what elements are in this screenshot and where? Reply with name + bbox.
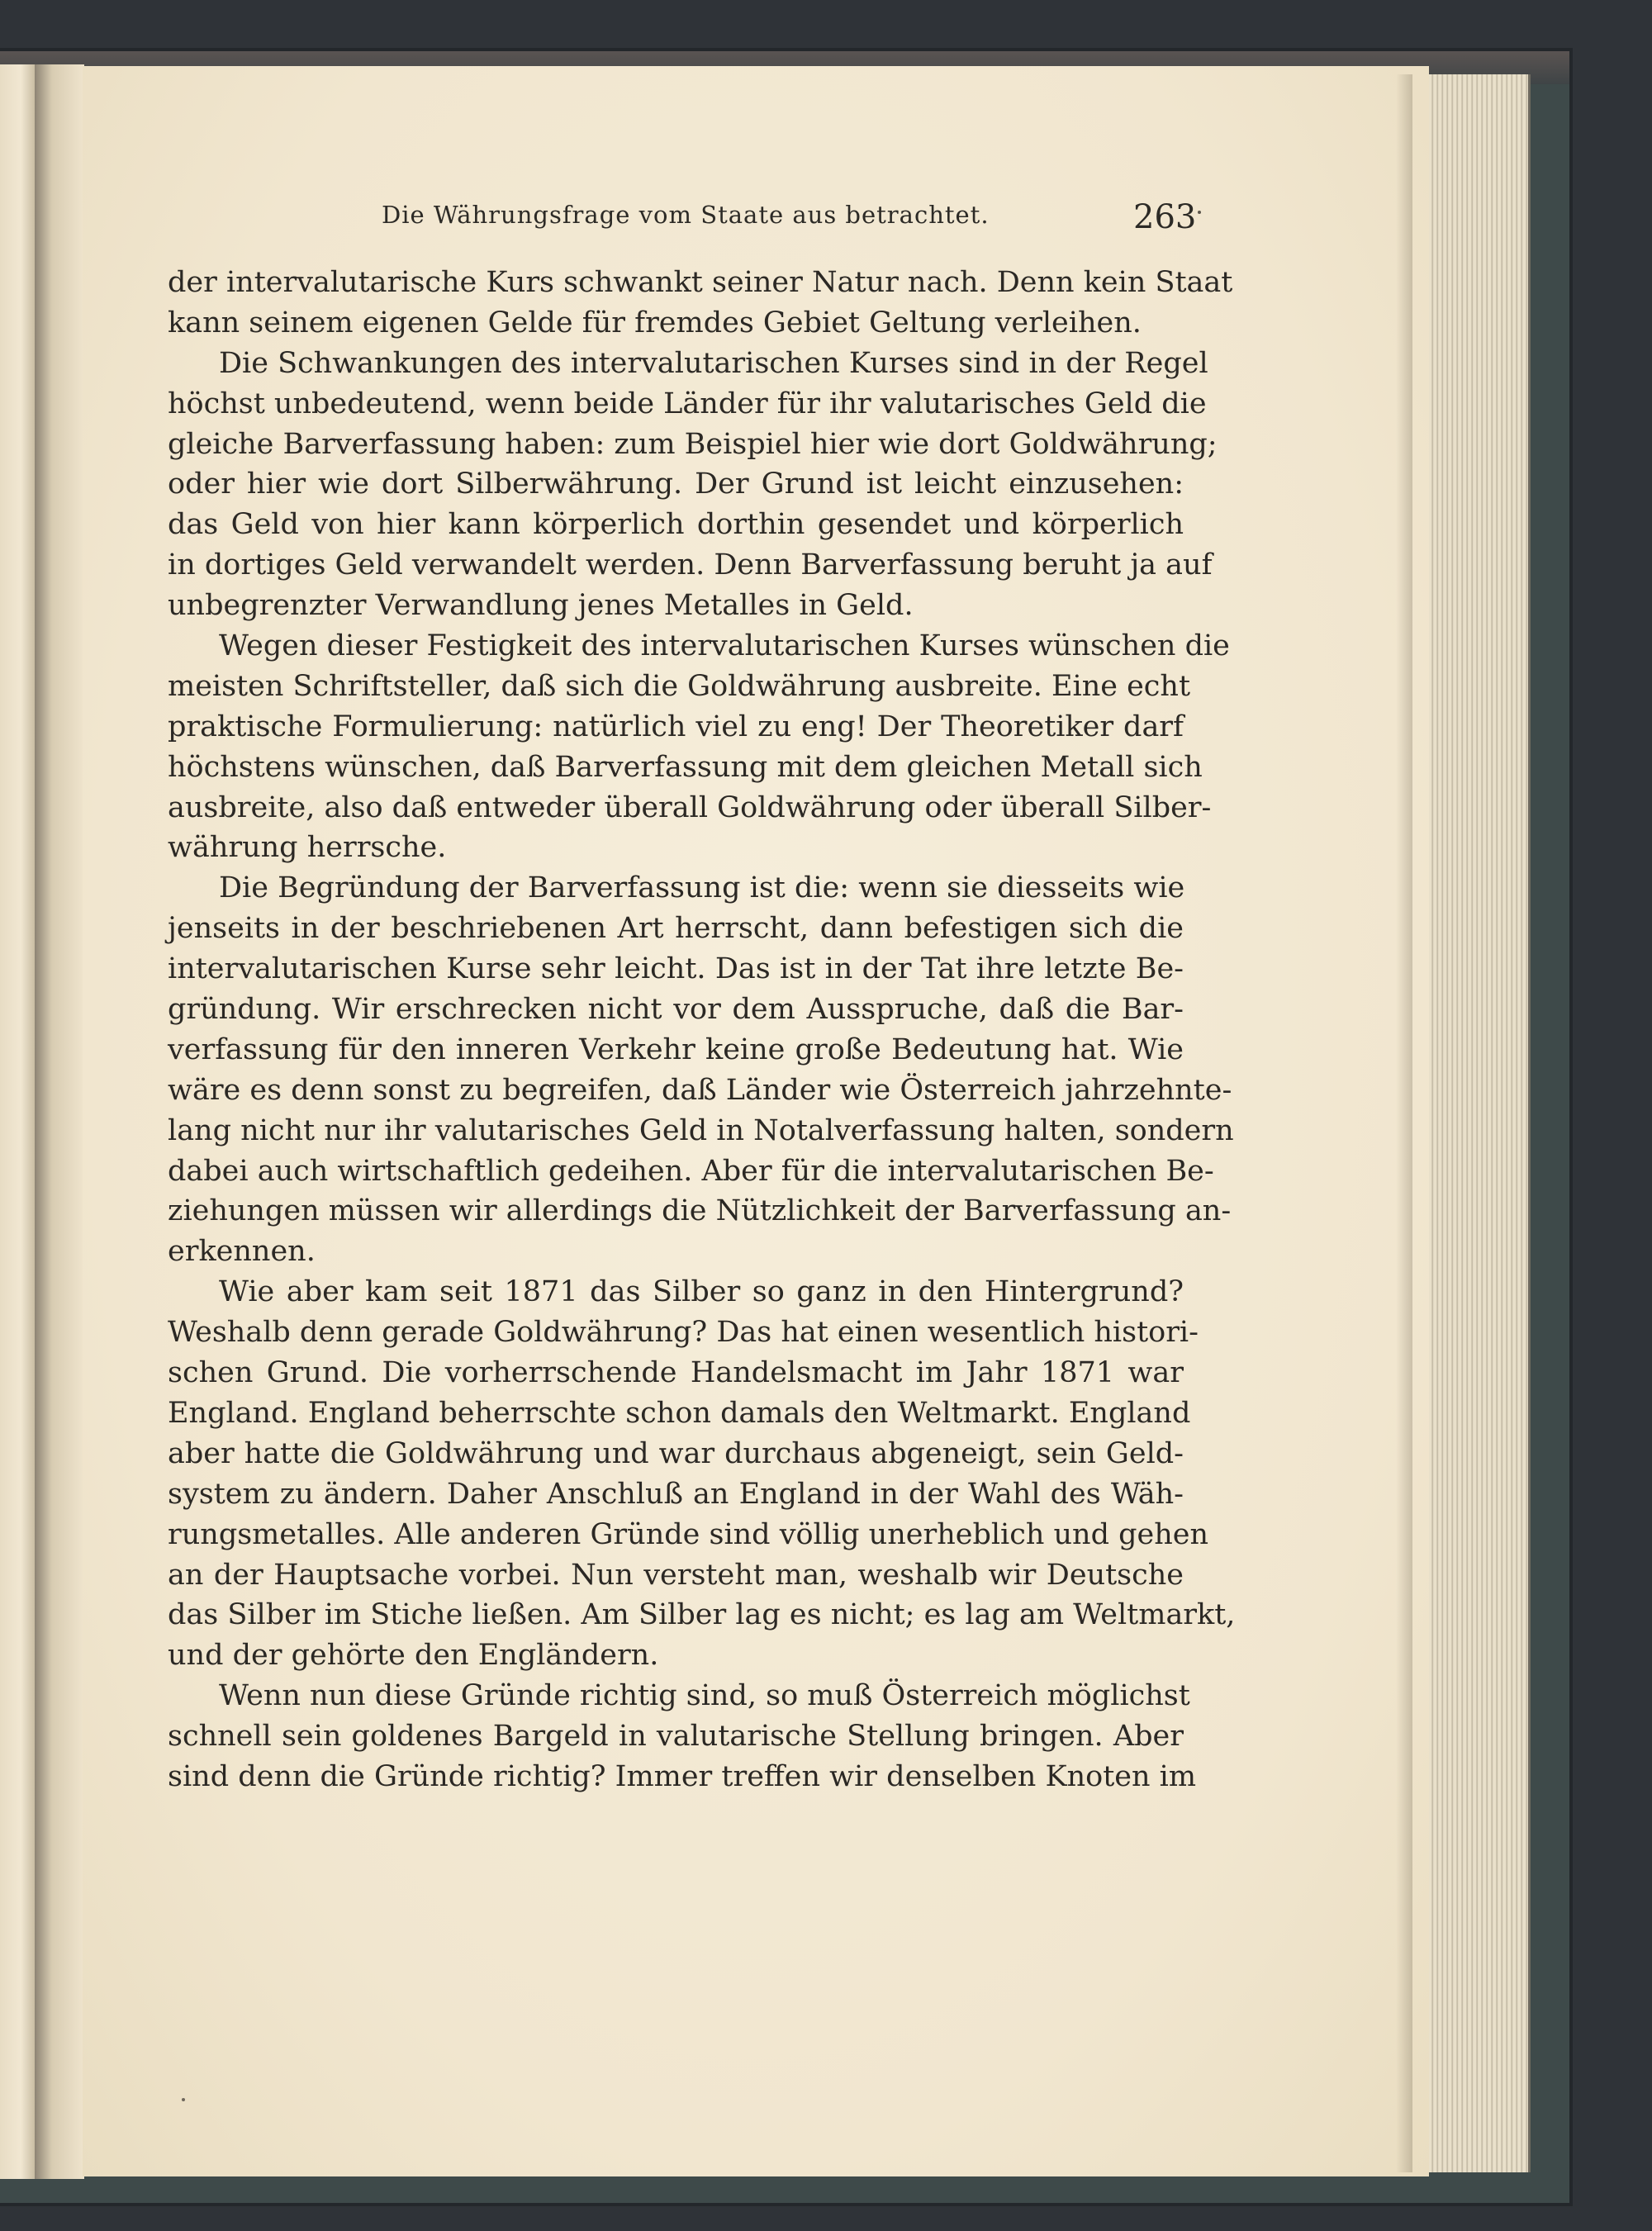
- text-line: oder hier wie dort Silberwährung. Der Grund ist leicht einzusehen:: [168, 468, 1184, 501]
- text-line: höchstens wünschen, daß Barverfassung mit dem gleichen Metall sich: [168, 750, 1203, 784]
- ink-speck: [182, 2098, 185, 2101]
- text-line: der intervalutarische Kurs schwankt seiner Natur nach. Denn kein Staat: [168, 266, 1233, 299]
- text-line: England. England beherrschte schon damals den Weltmarkt. England: [168, 1396, 1191, 1430]
- text-line: ausbreite, also daß entweder überall Goldwährung oder überall Silber-: [168, 790, 1212, 824]
- text-line: praktische Formulierung: natürlich viel zu eng! Der Theoretiker darf: [168, 710, 1184, 743]
- text-line: das Silber im Stiche ließen. Am Silber lag es nicht; es lag am Weltmarkt,: [168, 1598, 1236, 1632]
- text-line: währung herrsche.: [168, 831, 447, 865]
- text-line: Die Begründung der Barverfassung ist die: wenn sie diesseits wie: [219, 871, 1185, 905]
- text-line: und der gehörte den Engländern.: [168, 1639, 659, 1673]
- text-line: Wegen dieser Festigkeit des intervalutarischen Kurses wünschen die: [219, 629, 1230, 663]
- text-line: verfassung für den inneren Verkehr keine große Bedeutung hat. Wie: [168, 1032, 1184, 1066]
- text-line: gleiche Barverfassung haben: zum Beispiel hier wie dort Goldwährung;: [168, 427, 1218, 461]
- text-line: dabei auch wirtschaftlich gedeihen. Aber für die intervalutarischen Be-: [168, 1154, 1214, 1188]
- text-line: Wie aber kam seit 1871 das Silber so ganz in den Hintergrund?: [219, 1275, 1184, 1309]
- text-line: in dortiges Geld verwandelt werden. Denn Barverfassung beruht ja auf: [168, 548, 1213, 582]
- text-line: ziehungen müssen wir allerdings die Nützlichkeit der Barverfassung an-: [168, 1194, 1232, 1228]
- text-line: lang nicht nur ihr valutarisches Geld in Notalverfassung halten, sondern: [168, 1113, 1234, 1147]
- text-line: gründung. Wir erschrecken nicht vor dem Ausspruche, daß die Bar-: [168, 993, 1184, 1027]
- text-line: an der Hauptsache vorbei. Nun versteht man, weshalb wir Deutsche: [168, 1558, 1184, 1592]
- text-line: erkennen.: [168, 1235, 316, 1269]
- text-line: unbegrenzter Verwandlung jenes Metalles in Geld.: [168, 589, 914, 623]
- ink-speck: [1198, 211, 1201, 214]
- text-line: Weshalb denn gerade Goldwährung? Das hat einen wesentlich histori-: [168, 1316, 1199, 1350]
- text-line: rungsmetalles. Alle anderen Gründe sind völlig unerheblich und gehen: [168, 1517, 1209, 1551]
- body-text-block: [168, 263, 1236, 1797]
- text-line: meisten Schriftsteller, daß sich die Goldwährung ausbreite. Eine echt: [168, 669, 1191, 703]
- book-gutter: [35, 64, 84, 2179]
- text-line: kann seinem eigenen Gelde für fremdes Gebiet Geltung verleihen.: [168, 306, 1142, 339]
- text-line: höchst unbedeutend, wenn beide Länder für ihr valutarisches Geld die: [168, 387, 1207, 420]
- text-line: schen Grund. Die vorherrschende Handelsmacht im Jahr 1871 war: [168, 1356, 1184, 1390]
- text-line: aber hatte die Goldwährung und war durchaus abgeneigt, sein Geld-: [168, 1436, 1184, 1470]
- left-page-edge: [0, 64, 36, 2179]
- text-line: system zu ändern. Daher Anschluß an England in der Wahl des Wäh-: [168, 1477, 1184, 1511]
- text-line: intervalutarischen Kurse sehr leicht. Das ist in der Tat ihre letzte Be-: [168, 952, 1184, 986]
- page-number: 263: [1133, 198, 1197, 236]
- text-line: Die Schwankungen des intervalutarischen Kurses sind in der Regel: [219, 346, 1208, 380]
- page-edge-shadow: [1396, 74, 1412, 2172]
- text-line: sind denn die Gründe richtig? Immer treffen wir denselben Knoten im: [168, 1759, 1197, 1793]
- text-line: Wenn nun diese Gründe richtig sind, so muß Österreich möglichst: [219, 1679, 1190, 1713]
- text-line: schnell sein goldenes Bargeld in valutarische Stellung bringen. Aber: [168, 1720, 1184, 1754]
- text-line: jenseits in der beschriebenen Art herrscht, dann befestigen sich die: [168, 912, 1184, 946]
- text-line: das Geld von hier kann körperlich dorthin gesendet und körperlich: [168, 508, 1184, 542]
- running-header-title: Die Währungsfrage vom Staate aus betrachtet.: [382, 201, 990, 229]
- text-line: wäre es denn sonst zu begreifen, daß Länder wie Österreich jahrzehnte-: [168, 1073, 1232, 1107]
